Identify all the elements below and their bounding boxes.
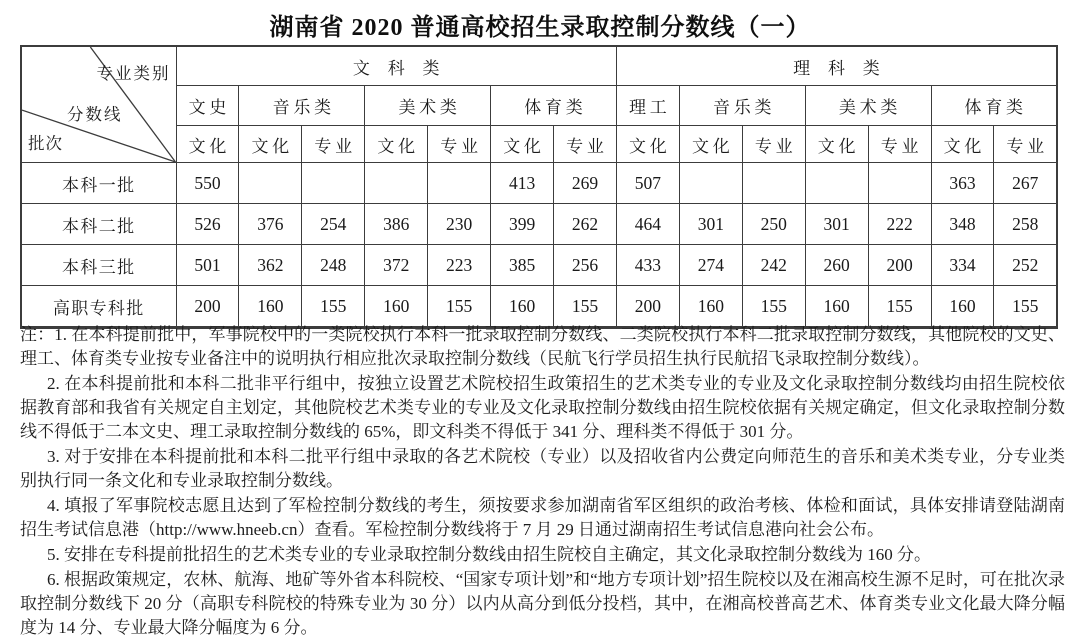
field-header: 专业 xyxy=(428,126,491,163)
field-header: 文化 xyxy=(491,126,554,163)
score-cell: 274 xyxy=(679,245,742,286)
score-cell: 223 xyxy=(428,245,491,286)
field-header: 文化 xyxy=(239,126,302,163)
score-cell: 507 xyxy=(616,163,679,204)
table-row xyxy=(21,286,1057,328)
note-1: 注：1. 在本科提前批中，军事院校中的一类院校执行本科一批录取控制分数线、二类院校执行本科二批录取控制分数线，其他院校的文史、理工、体育类专业按专业备注中的说明执行相应批次录取控制分数线（民航飞行学员招生执行民航招飞录取控制分数线）。 xyxy=(20,325,1065,368)
note-4: 4. 填报了军事院校志愿且达到了军检控制分数线的考生，须按要求参加湖南省军区组织的政治考核、体检和面试，具体安排请登陆湖南招生考试信息港（http://www.hneeb.cn）查看。军检控制分数线将于 7 月 29 日通过湖南招生考试信息港向社会公布。 xyxy=(20,496,1065,539)
score-cell: 200 xyxy=(616,286,679,328)
score-cell: 301 xyxy=(805,204,868,245)
field-header: 专业 xyxy=(302,126,365,163)
score-cell: 526 xyxy=(176,204,239,245)
score-cell: 222 xyxy=(868,204,931,245)
category-header-fine-arts: 美术类 xyxy=(365,86,491,126)
score-cell: 258 xyxy=(994,204,1057,245)
score-cell: 250 xyxy=(742,204,805,245)
group-header-row xyxy=(21,46,1057,86)
score-cell: 334 xyxy=(931,245,994,286)
notes-section xyxy=(20,323,1065,639)
score-cell: 248 xyxy=(302,245,365,286)
score-cell: 262 xyxy=(554,204,617,245)
score-cell: 550 xyxy=(176,163,239,204)
group-header-liberal-arts: 文科类 xyxy=(176,46,616,86)
score-cell: 413 xyxy=(491,163,554,204)
field-header: 专业 xyxy=(868,126,931,163)
score-cell xyxy=(239,163,302,204)
field-header: 专业 xyxy=(994,126,1057,163)
field-header: 文化 xyxy=(176,126,239,163)
score-cell: 155 xyxy=(868,286,931,328)
score-cell xyxy=(428,163,491,204)
score-cell: 256 xyxy=(554,245,617,286)
score-cell: 230 xyxy=(428,204,491,245)
row-label: 本科二批 xyxy=(21,204,176,245)
scores-table xyxy=(20,45,1058,329)
score-cell xyxy=(742,163,805,204)
field-header: 文化 xyxy=(679,126,742,163)
score-cell: 464 xyxy=(616,204,679,245)
field-header: 专业 xyxy=(554,126,617,163)
category-header-fine-sci: 美术类 xyxy=(805,86,931,126)
score-cell xyxy=(302,163,365,204)
note-6: 6. 根据政策规定，农林、航海、地矿等外省本科院校、“国家专项计划”和“地方专项计划”招生院校以及在湘高校生源不足时，可在批次录取控制分数线下 20 分（高职专科院校的特殊专业为 30 分）以内从高分到低分投档，其中，在湘高校普高艺术、体育类专业文化最大降分幅度为 14 分、专业最大降分幅度为 6 分。 xyxy=(20,570,1065,637)
corner-label-batch: 批次 xyxy=(28,134,63,153)
field-header: 文化 xyxy=(365,126,428,163)
score-cell: 363 xyxy=(931,163,994,204)
category-header-music-sci: 音乐类 xyxy=(679,86,805,126)
score-cell: 160 xyxy=(491,286,554,328)
score-cell: 267 xyxy=(994,163,1057,204)
score-cell: 155 xyxy=(994,286,1057,328)
field-header: 文化 xyxy=(931,126,994,163)
score-cell: 386 xyxy=(365,204,428,245)
category-header-pe-arts: 体育类 xyxy=(491,86,617,126)
score-cell xyxy=(679,163,742,204)
row-label: 本科一批 xyxy=(21,163,176,204)
field-header: 专业 xyxy=(742,126,805,163)
category-header-pe-sci: 体育类 xyxy=(931,86,1057,126)
table-row xyxy=(21,245,1057,286)
note-2: 2. 在本科提前批和本科二批非平行组中，按独立设置艺术院校招生政策招生的艺术类专业的专业及文化录取控制分数线均由招生院校依据教育部和我省有关规定自主划定，其他院校艺术类专业的专业及文化录取控制分数线由招生院校依据有关规定确定，但文化录取控制分数线不得低于二本文史、理工录取控制分数线的 65%，即文科类不得低于 341 分、理科类不得低于 301 分。 xyxy=(20,374,1065,441)
score-cell: 242 xyxy=(742,245,805,286)
score-cell: 348 xyxy=(931,204,994,245)
score-cell xyxy=(868,163,931,204)
score-cell: 372 xyxy=(365,245,428,286)
score-cell: 200 xyxy=(176,286,239,328)
score-cell: 160 xyxy=(365,286,428,328)
score-cell: 155 xyxy=(302,286,365,328)
category-header-row xyxy=(21,86,1057,126)
corner-label-score-line: 分数线 xyxy=(67,105,123,124)
row-label: 高职专科批 xyxy=(21,286,176,328)
score-cell xyxy=(365,163,428,204)
field-header: 文化 xyxy=(805,126,868,163)
score-cell: 160 xyxy=(805,286,868,328)
score-cell: 269 xyxy=(554,163,617,204)
score-cell xyxy=(805,163,868,204)
note-3: 3. 对于安排在本科提前批和本科二批平行组中录取的各艺术院校（专业）以及招收省内公费定向师范生的音乐和美术类专业，分专业类别执行同一条文化和专业录取控制分数线。 xyxy=(20,447,1065,490)
score-cell: 399 xyxy=(491,204,554,245)
score-cell: 155 xyxy=(428,286,491,328)
corner-label-major-category: 专业类别 xyxy=(96,64,171,83)
score-cell: 252 xyxy=(994,245,1057,286)
score-cell: 260 xyxy=(805,245,868,286)
row-label: 本科三批 xyxy=(21,245,176,286)
field-header-row xyxy=(21,126,1057,163)
score-cell: 160 xyxy=(679,286,742,328)
field-header: 文化 xyxy=(616,126,679,163)
score-cell: 433 xyxy=(616,245,679,286)
score-cell: 155 xyxy=(742,286,805,328)
score-cell: 301 xyxy=(679,204,742,245)
corner-cell xyxy=(21,46,176,163)
table-row xyxy=(21,204,1057,245)
category-header-music-arts: 音乐类 xyxy=(239,86,365,126)
score-cell: 160 xyxy=(931,286,994,328)
score-cell: 501 xyxy=(176,245,239,286)
score-cell: 376 xyxy=(239,204,302,245)
category-header-wenshi: 文史 xyxy=(176,86,239,126)
page-title: 湖南省 2020 普通高校招生录取控制分数线（一） xyxy=(269,15,811,41)
score-cell: 254 xyxy=(302,204,365,245)
score-cell: 155 xyxy=(554,286,617,328)
score-cell: 362 xyxy=(239,245,302,286)
score-cell: 160 xyxy=(239,286,302,328)
note-5: 5. 安排在专科提前批招生的艺术类专业的专业录取控制分数线由招生院校自主确定，其文化录取控制分数线为 160 分。 xyxy=(47,545,931,564)
table-row xyxy=(21,163,1057,204)
score-cell: 385 xyxy=(491,245,554,286)
score-cell: 200 xyxy=(868,245,931,286)
category-header-ligong: 理工 xyxy=(616,86,679,126)
group-header-science: 理科类 xyxy=(616,46,1057,86)
